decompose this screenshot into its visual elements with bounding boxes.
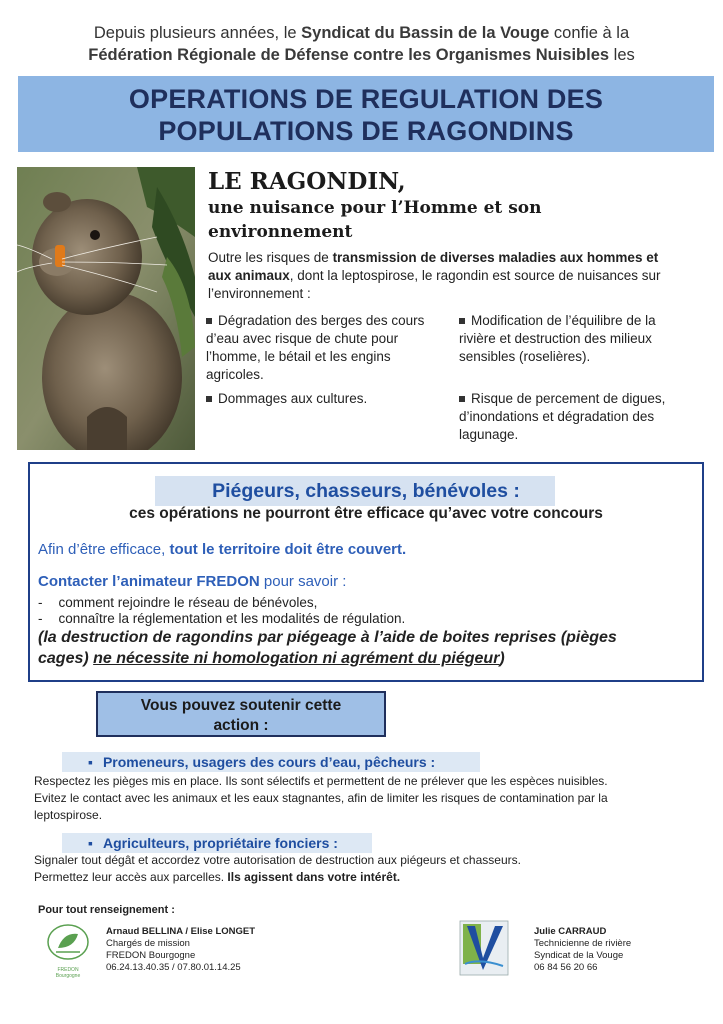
section-body-promeneurs: Respectez les pièges mis en place. Ils sont sélectifs et permettent de ne prélever que les espèces nuisibles. Evitez le contact avec les animaux et les eaux stagnantes, afin de limiter les risques de contamination par la leptospirose. bbox=[34, 774, 608, 822]
callout-title: Piégeurs, chasseurs, bénévoles : bbox=[212, 480, 520, 502]
coverage-line: Afin d’être efficace, tout le territoire doit être couvert. bbox=[38, 541, 407, 558]
bullet-equilibre: Modification de l’équilibre de la rivière et destruction des milieux sensibles (roselières). bbox=[459, 313, 656, 364]
article-title: LE RAGONDIN, bbox=[208, 168, 406, 195]
support-title: Vous pouvez soutenir cette action : bbox=[140, 697, 342, 734]
square-bullet-icon bbox=[206, 396, 212, 402]
square-bullet-icon bbox=[459, 318, 465, 324]
contact-line: Contacter l’animateur FREDON pour savoir : bbox=[38, 573, 347, 590]
regulation-note: (la destruction de ragondins par piégeage à l’aide de boites reprises (pièges cages) ne nécessite ni homologation ni agrément du piégeur) bbox=[38, 629, 617, 667]
contact-syndicat: Julie CARRAUD Technicienne de rivière Syndicat de la Vouge 06 84 56 20 66 bbox=[534, 926, 632, 973]
bullet-digues: Risque de percement de digues, d’inondations et dégradation des lagunage. bbox=[459, 391, 666, 442]
fredon-logo: FREDON Bourgogne bbox=[44, 922, 92, 978]
list-item: - connaître la réglementation et les modalités de régulation. bbox=[38, 611, 406, 626]
bullet-cultures: Dommages aux cultures. bbox=[206, 390, 442, 408]
bullet-berges: Dégradation des berges des cours d’eau avec risque de chute pour l’homme, le bétail et les engins agricoles. bbox=[206, 313, 425, 382]
page-title: OPERATIONS DE REGULATION DES POPULATIONS DE RAGONDINS bbox=[128, 84, 604, 146]
footer-label: Pour tout renseignement : bbox=[38, 904, 175, 916]
article-body: Outre les risques de transmission de diverses maladies aux hommes et aux animaux, dont la leptospirose, le ragondin est source de nuisances sur l’environnement : bbox=[208, 250, 661, 301]
fredon-name: Fédération Régionale de Défense contre les Organismes Nuisibles bbox=[88, 46, 610, 64]
fredon-leaf-icon bbox=[44, 922, 92, 962]
article-subtitle: une nuisance pour l’Homme et son environnement bbox=[208, 198, 542, 242]
intro-line-1: Depuis plusieurs années, le Syndicat du Bassin de la Vouge confie à la bbox=[93, 24, 630, 42]
square-bullet-icon bbox=[206, 318, 212, 324]
intro-text bbox=[0, 22, 723, 66]
bullet-icon: ▪ bbox=[88, 754, 93, 770]
section-body-agriculteurs: Signaler tout dégât et accordez votre autorisation de destruction aux piégeurs et chasseurs. Permettez leur accès aux parcelles. Ils agissent dans votre intérêt. bbox=[34, 853, 521, 884]
title-banner bbox=[18, 76, 714, 152]
callout-subtitle: ces opérations ne pourront être efficace qu’avec votre concours bbox=[129, 505, 603, 522]
syndicat-vouge-logo bbox=[459, 920, 509, 976]
coypu-photo bbox=[17, 167, 195, 450]
list-item: - comment rejoindre le réseau de bénévoles, bbox=[38, 595, 318, 610]
section-title-promeneurs: ▪ Promeneurs, usagers des cours d’eau, pêcheurs : bbox=[88, 754, 436, 770]
support-box bbox=[96, 691, 386, 737]
section-title-agriculteurs: ▪ Agriculteurs, propriétaire fonciers : bbox=[88, 835, 338, 851]
intro-line-2: Fédération Régionale de Défense contre les Organismes Nuisibles les bbox=[88, 46, 635, 64]
contact-fredon: Arnaud BELLINA / Elise LONGET Chargés de mission FREDON Bourgogne 06.24.13.40.35 / 07.80.01.14.25 bbox=[106, 926, 256, 973]
square-bullet-icon bbox=[459, 396, 465, 402]
bullet-icon: ▪ bbox=[88, 835, 93, 851]
syndicat-name: Syndicat du Bassin de la Vouge bbox=[301, 24, 550, 42]
